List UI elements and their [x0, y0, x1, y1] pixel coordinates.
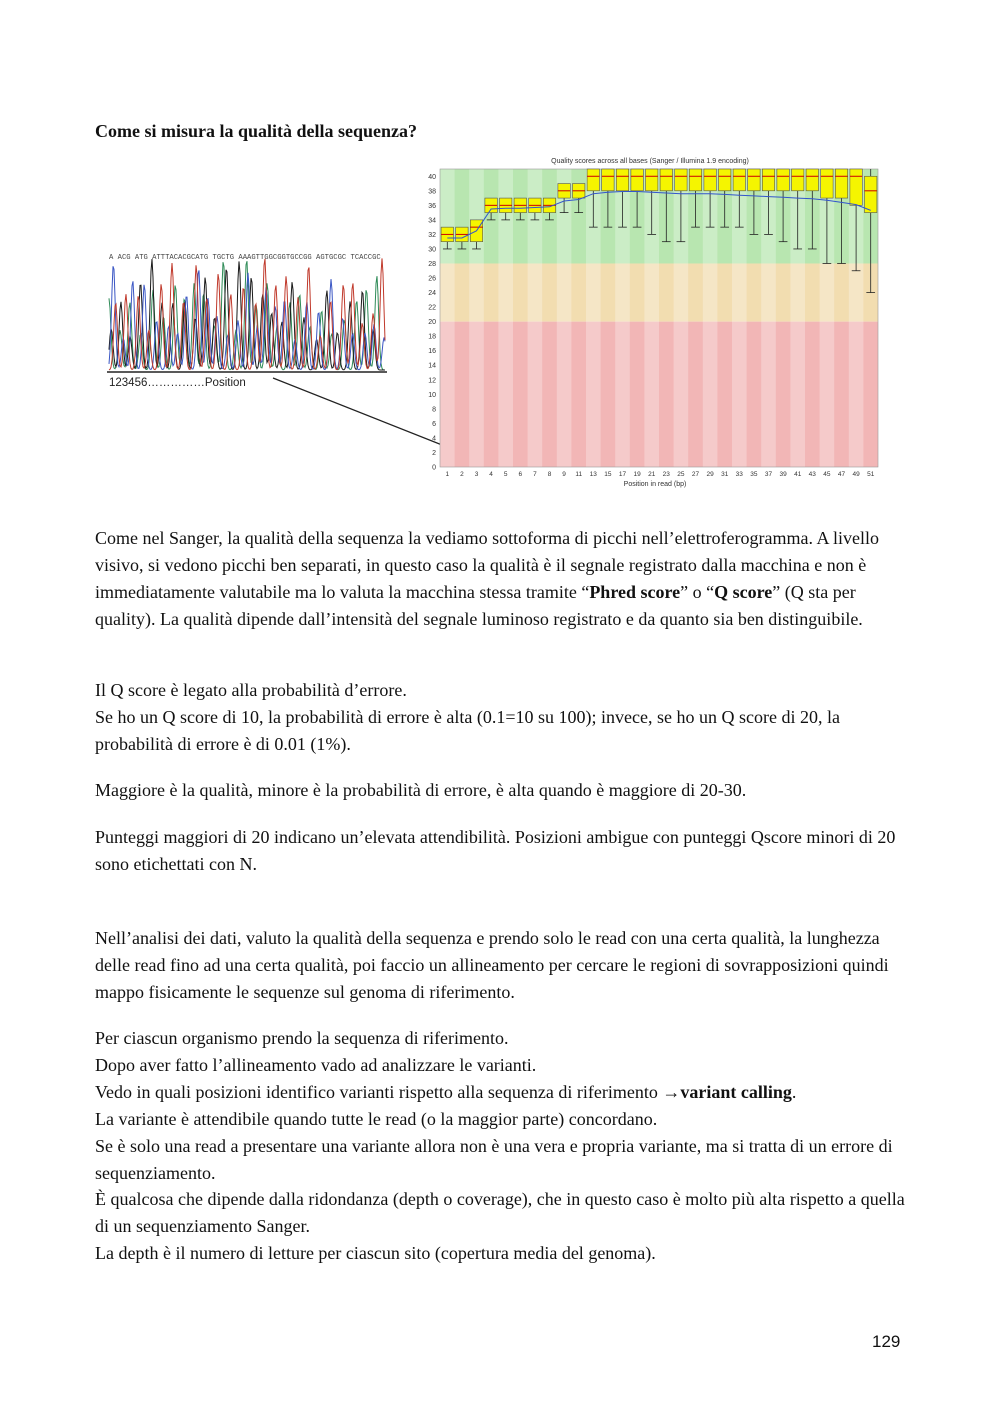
x-tick-label: 43 [808, 471, 816, 478]
x-tick-label: 6 [518, 471, 523, 478]
text-segment: ” o “ [680, 581, 715, 602]
paragraph-variants [95, 1025, 915, 1267]
paragraph-4-text: Punteggi maggiori di 20 indicano un’elevata attendibilità. Posizioni ambigue con punteggi Qscore minori di 20 sono etichettati con N. [95, 827, 896, 874]
quality-box [864, 176, 876, 212]
paragraph-data-analysis [95, 925, 915, 1006]
x-tick-label: 8 [547, 471, 552, 478]
y-tick-label: 20 [428, 319, 436, 327]
x-tick-label: 7 [533, 471, 537, 478]
electropherogram-sequence: A ACG ATG ATTTACACGCATG TGCTG AAAGTTGGCGGTGCCGG AGTGCGC TCACCGC [109, 254, 381, 262]
x-tick-label: 3 [474, 471, 479, 478]
x-tick-label: 51 [867, 471, 875, 478]
x-tick-label: 9 [562, 471, 566, 478]
paragraph-6-line-4: La variante è attendibile quando tutte le read (o la maggior parte) concordano. [95, 1108, 658, 1129]
paragraph-6-line-3 [95, 1079, 915, 1106]
paragraph-5-text: Nell’analisi dei dati, valuto la qualità della sequenza e prendo solo le read con una certa qualità, la lunghezza delle read fino ad una certa qualità, poi faccio un allineamento per cercare le regioni di sovrapposizioni quindi mappo fisicamente le sequenze sul genoma di riferimento. [95, 928, 889, 1002]
x-tick-label: 11 [575, 471, 583, 478]
stripe [469, 169, 484, 467]
x-tick-label: 4 [489, 471, 493, 478]
quality-box [791, 169, 803, 191]
quality-box [821, 169, 833, 198]
variant-sentence: Vedo in quali posizioni identifico varianti rispetto alla sequenza di riferimento [95, 1081, 663, 1102]
y-tick-label: 38 [428, 188, 436, 196]
y-tick-label: 32 [428, 231, 436, 239]
y-tick-label: 0 [432, 464, 436, 472]
x-tick-label: 15 [604, 471, 612, 478]
quality-box [806, 169, 818, 191]
y-tick-label: 18 [428, 333, 436, 341]
stripe [557, 169, 572, 467]
paragraph-2-line-1: Il Q score è legato alla probabilità d’errore. [95, 680, 407, 700]
bold-term: Q score [714, 581, 773, 602]
quality-box [660, 169, 672, 191]
quality-box [762, 169, 774, 191]
variant-calling-term: variant calling [680, 1081, 792, 1102]
x-tick-label: 35 [750, 471, 758, 478]
quality-box [850, 169, 862, 205]
y-tick-label: 16 [428, 348, 436, 356]
y-tick-label: 28 [428, 260, 436, 268]
text-segment: Come nel Sanger, la qualità della sequenza la vediamo sottoforma di picchi nell’elettroferogramma. A livello visivo, si vedono picchi ben separati, in questo caso la qualità è il segnale registrato dalla macchina e non è immediatamente valutabile ma lo valuta la macchina stessa tramite “ [95, 528, 880, 602]
x-tick-label: 39 [779, 471, 787, 478]
quality-box [777, 169, 789, 191]
y-tick-label: 8 [432, 406, 436, 414]
x-tick-label: 13 [589, 471, 597, 478]
x-tick-label: 45 [823, 471, 831, 478]
quality-box [675, 169, 687, 191]
x-tick-label: 19 [633, 471, 641, 478]
electropherogram [107, 254, 387, 389]
x-axis-ticks [445, 471, 874, 478]
text-segment: ” (Q sta per quality). La qualità dipende dall’intensità del segnale luminoso registrato e da quanto sia ben distinguibile. [95, 581, 863, 629]
x-tick-label: 31 [721, 471, 729, 478]
quality-box [602, 169, 614, 191]
y-tick-label: 2 [432, 449, 436, 457]
paragraph-quality-error [95, 777, 915, 804]
paragraph-3-text: Maggiore è la qualità, minore è la probabilità di errore, è alta quando è maggiore di 20-30. [95, 780, 747, 800]
y-tick-label: 36 [428, 202, 436, 210]
paragraph-2-line-2: Se ho un Q score di 10, la probabilità di errore è alta (0.1=10 su 100); invece, se ho un Q score di 20, la probabilità di errore è di 0.01 (1%). [95, 706, 840, 754]
paragraph-scores-20 [95, 824, 915, 878]
quality-box [587, 169, 599, 191]
y-tick-label: 12 [428, 377, 436, 385]
quality-box [616, 169, 628, 191]
electropherogram-traces [109, 258, 385, 370]
paragraph-sanger-quality [95, 525, 915, 633]
y-tick-label: 22 [428, 304, 436, 312]
y-tick-label: 4 [432, 435, 436, 443]
quality-box [704, 169, 716, 191]
x-axis-label: Position in read (bp) [623, 481, 687, 488]
x-tick-label: 49 [852, 471, 860, 478]
y-tick-label: 10 [428, 391, 436, 399]
x-tick-label: 37 [764, 471, 773, 478]
electropherogram-position-label: 123456……………Position [109, 377, 246, 389]
y-tick-label: 6 [432, 420, 436, 428]
y-tick-label: 40 [428, 173, 436, 181]
y-tick-label: 26 [428, 275, 436, 283]
x-tick-label: 21 [648, 471, 656, 478]
y-tick-label: 14 [428, 362, 436, 370]
figure-canvas [95, 152, 895, 492]
stripe [440, 169, 455, 467]
y-axis-ticks [428, 174, 436, 472]
x-tick-label: 47 [837, 471, 846, 478]
y-tick-label: 34 [428, 217, 436, 225]
x-tick-label: 23 [662, 471, 670, 478]
section-heading: Come si misura la qualità della sequenza? [95, 121, 418, 141]
quality-figure [95, 152, 895, 492]
chart-title: Quality scores across all bases (Sanger / Illumina 1.9 encoding) [551, 158, 749, 165]
variant-sentence-end: . [791, 1081, 797, 1102]
quality-box [645, 169, 657, 191]
paragraph-6-line-7: La depth è il numero di letture per ciascun sito (copertura media del genoma). [95, 1243, 656, 1264]
quality-box [733, 169, 745, 191]
paragraph-6-line-6: È qualcosa che dipende dalla ridondanza (depth o coverage), che in questo caso è molto più alta rispetto a quella di un sequenziamento Sanger. [95, 1189, 905, 1237]
x-tick-label: 25 [677, 471, 685, 478]
quality-box [718, 169, 730, 191]
page-number: 129 [872, 1332, 901, 1351]
quality-box [835, 169, 847, 198]
x-tick-label: 29 [706, 471, 714, 478]
paragraph-q-score [95, 677, 915, 758]
paragraph-6-line-5: Se è solo una read a presentare una variante allora non è una vera e propria variante, ma si tratta di un errore di sequenziamento. [95, 1135, 893, 1183]
quality-box [748, 169, 760, 191]
x-tick-label: 5 [503, 471, 508, 478]
quality-chart [428, 158, 878, 488]
quality-box [631, 169, 643, 191]
x-tick-label: 41 [794, 471, 802, 478]
right-arrow-icon: → [662, 1081, 681, 1102]
y-tick-label: 30 [428, 246, 436, 254]
x-tick-label: 27 [691, 471, 700, 478]
bold-term: Phred score [589, 581, 681, 602]
paragraph-1-text [95, 525, 915, 633]
x-tick-label: 33 [735, 471, 743, 478]
x-tick-label: 17 [618, 471, 627, 478]
paragraph-6-line-1: Per ciascun organismo prendo la sequenza di riferimento. [95, 1028, 509, 1048]
x-tick-label: 1 [445, 471, 450, 478]
y-tick-label: 24 [428, 290, 436, 298]
paragraph-6-line-2: Dopo aver fatto l’allineamento vado ad analizzare le varianti. [95, 1054, 537, 1075]
x-tick-label: 2 [460, 471, 464, 478]
quality-box [689, 169, 701, 191]
